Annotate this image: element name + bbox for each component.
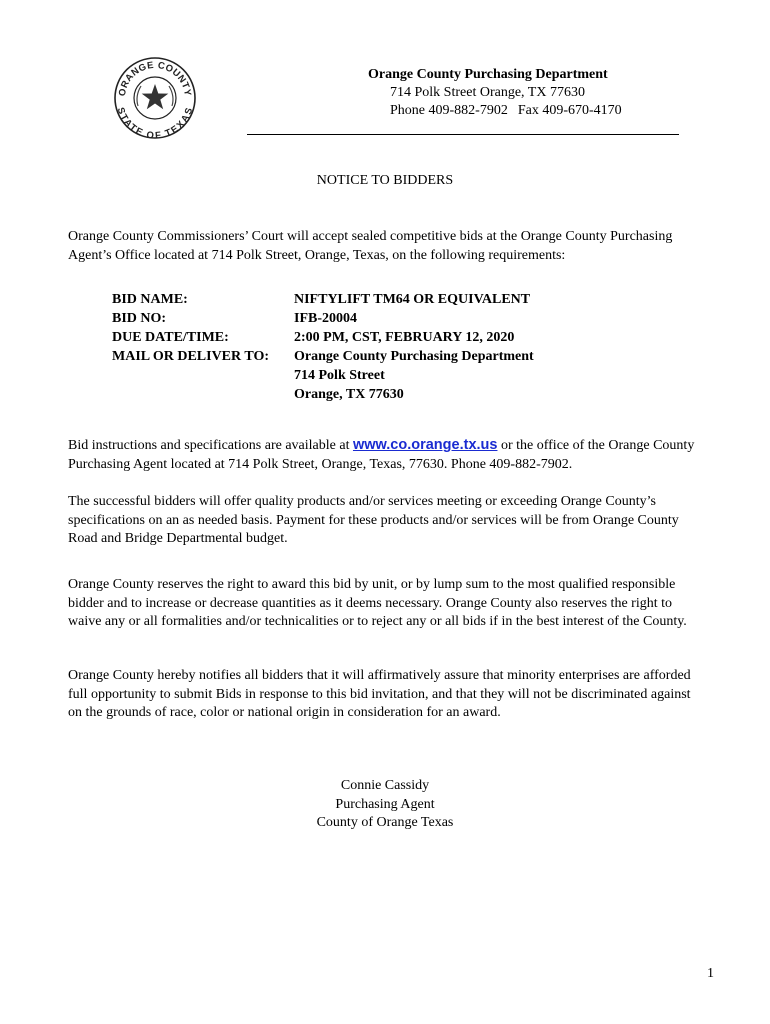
department-phone: Phone 409-882-7902 <box>390 103 508 118</box>
signatory-name: Connie Cassidy <box>340 778 430 793</box>
bid-name-value: NIFTYLIFT TM64 OR EQUIVALENT <box>294 292 531 307</box>
department-fax: Fax 409-670-4170 <box>517 103 622 118</box>
department-letterhead <box>368 66 622 120</box>
intro-paragraph: Orange County Commissioners’ Court will accept sealed competitive bids at the Orange County Purchasing Agent’s Office located at 714 Polk Street, Orange, Texas, on the following requirements: <box>68 229 673 263</box>
department-contact <box>368 102 622 120</box>
instructions-paragraph <box>68 436 708 474</box>
orange-county-seal-icon <box>113 56 197 140</box>
mail-row <box>112 347 534 366</box>
signatory-title: Purchasing Agent <box>335 796 435 812</box>
mail-line: 714 Polk Street <box>294 368 385 383</box>
bid-no-value: IFB-20004 <box>294 311 357 326</box>
mail-line: Orange, TX 77630 <box>294 387 404 402</box>
mail-row-3 <box>112 385 534 404</box>
seal-bottom-text: STATE OF TEXAS <box>114 106 196 140</box>
bid-no-row <box>112 309 534 328</box>
due-date-label: DUE DATE/TIME: <box>112 330 229 345</box>
seal-star-icon <box>142 84 169 109</box>
county-website-link[interactable]: www.co.orange.tx.us <box>352 437 498 453</box>
due-date-value: 2:00 PM, CST, FEBRUARY 12, 2020 <box>294 330 515 345</box>
signature-block <box>0 777 770 833</box>
seal-left-branch-icon <box>137 86 141 106</box>
due-date-row <box>112 328 534 347</box>
seal-right-branch-icon <box>169 86 173 106</box>
mail-line: Orange County Purchasing Department <box>294 349 534 364</box>
bid-requirements <box>112 290 534 404</box>
department-address: 714 Polk Street Orange, TX 77630 <box>390 85 585 100</box>
reserves-right-paragraph: Orange County reserves the right to award this bid by unit, or by lump sum to the most qualified responsible bidder and to increase or decrease quantities as it deems necessary. Orange County also reserves the right to waive any or all formalities and/or technicalities or to reject any or all bids if in the best interest of the County. <box>68 577 687 629</box>
bid-name-label: BID NAME: <box>112 292 188 307</box>
header-divider <box>247 134 679 135</box>
bid-name-row <box>112 290 534 309</box>
notice-title: NOTICE TO BIDDERS <box>316 173 454 188</box>
bid-no-label: BID NO: <box>112 311 167 326</box>
instructions-text-after: or the office of the Orange County Purchasing Agent located at 714 Polk Street, Orange, Texas, 77630. Phone 409-882-7902. <box>68 438 695 472</box>
seal-top-text: ORANGE COUNTY <box>116 59 194 97</box>
signatory-organization: County of Orange Texas <box>316 815 454 830</box>
page-number: 1 <box>707 966 714 981</box>
minority-notice-paragraph: Orange County hereby notifies all bidders that it will affirmatively assure that minority enterprises are afforded full opportunity to submit Bids in response to this bid invitation, and that they will not be discriminated against on the grounds of race, color or national origin in consideration for an award. <box>68 668 691 720</box>
mail-label: MAIL OR DELIVER TO: <box>112 349 270 364</box>
department-name: Orange County Purchasing Department <box>368 67 608 82</box>
mail-row-2 <box>112 366 534 385</box>
svg-text:STATE OF TEXAS <box>115 106 196 140</box>
instructions-text-before: Bid instructions and specifications are available at <box>68 438 353 453</box>
successful-bidders-paragraph: The successful bidders will offer quality products and/or services meeting or exceeding Orange County’s specifications on an as needed basis. Payment for these products and/or services will be from Orange County Road and Bridge Departmental budget. <box>68 494 679 546</box>
